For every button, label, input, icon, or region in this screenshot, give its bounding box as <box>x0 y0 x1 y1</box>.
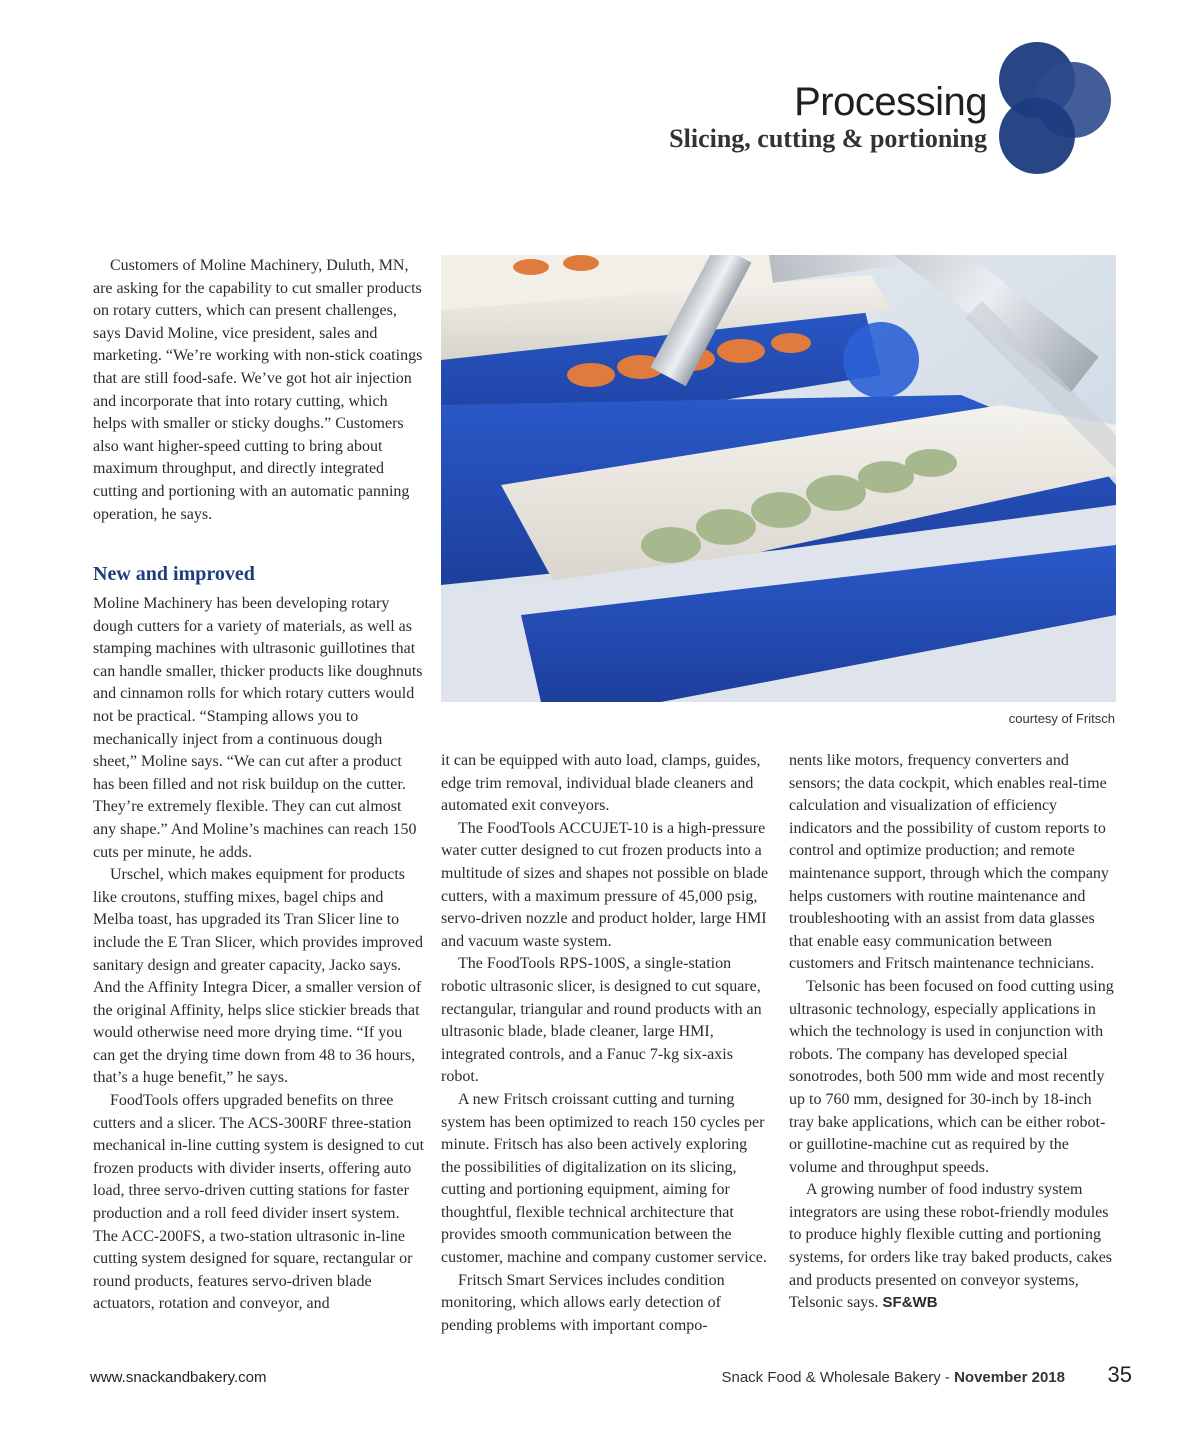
paragraph: Urschel, which makes equipment for products like croutons, stuffing mixes, bagel chips and Melba toast, has upgraded its Tran Slicer line to include the E Tran Slicer, which provides improved sanitary design and greater capacity, Jacko says. And the Affinity Integra Dicer, a smaller version of the original Affinity, helps slice stickier breads that would otherwise need more drying time. “If you can get the drying time down from 48 to 36 hours, that’s a huge benefit,” he says. <box>93 866 423 1087</box>
footer-separator: - <box>940 1369 955 1386</box>
section-title: Processing <box>794 80 987 124</box>
paragraph: The FoodTools ACCUJET-10 is a high-pressure water cutter designed to cut frozen products into a multitude of sizes and shapes not possible on blade cutters, with a maximum pressure of 45,000 psig, servo-driven nozzle and product holder, large HMI and vacuum waste system. <box>441 819 769 950</box>
footer-url[interactable]: www.snackandbakery.com <box>90 1369 267 1386</box>
column-1 <box>93 593 425 1316</box>
paragraph-text: A growing number of food industry system integrators are using these robot-friendly modules to produce highly flexible cutting and portioning systems, for orders like tray baked products, cakes and products presented on conveyor systems, Telsonic says. <box>789 1181 1113 1312</box>
paragraph <box>789 1179 1119 1315</box>
intro-column <box>93 255 425 526</box>
paragraph: nents like motors, frequency converters and sensors; the data cockpit, which enables real-time calculation and visualization of efficiency indicators and the possibility of custom reports to control and optimize production; and remote maintenance support, through which the company helps customers with routine maintenance and troubleshooting with an assist from data glasses that enable easy communication between customers and Fritsch maintenance technicians. <box>789 752 1109 973</box>
paragraph: Moline Machinery has been developing rotary dough cutters for a variety of materials, as well as stamping machines with ultrasonic guillotines that can handle smaller, thicker products like doughnuts and cinnamon rolls for which rotary cutters would not be practical. “Stamping allows you to mechanically inject from a continuous dough sheet,” Moline says. “We can cut after a product has been filled and not risk buildup on the cutter. They’re extremely flexible. They can cut almost any shape.” And Moline’s machines can reach 150 cuts per minute, he adds. <box>93 595 423 861</box>
column-2 <box>441 750 769 1337</box>
intro-paragraph: Customers of Moline Machinery, Duluth, MN, are asking for the capability to cut smaller products on rotary cutters, which can present challenges, says David Moline, vice president, sales and marketing. “We’re working with non-stick coatings that are still food-safe. We’ve got hot air injection and incorporate that into rotary cutting, which helps with smaller or sticky doughs.” Customers also want higher-speed cutting to bring about maximum throughput, and directly integrated cutting and portioning with an automatic panning operation, he says. <box>93 257 423 523</box>
subhead: New and improved <box>93 563 255 585</box>
footer-publication <box>721 1369 1065 1386</box>
paragraph: A new Fritsch croissant cutting and turning system has been optimized to reach 150 cycles per minute. Fritsch has also been actively exploring the possibilities of digitalization on its slicing, cutting and portioning equipment, aiming for thoughtful, flexible technical architecture that provides smooth communication between the customer, machine and company customer service. <box>441 1090 767 1267</box>
issue-date: November 2018 <box>954 1369 1065 1386</box>
paragraph: Fritsch Smart Services includes condition monitoring, which allows early detection of pending problems with important compo- <box>441 1271 725 1334</box>
photo-credit: courtesy of Fritsch <box>1008 711 1115 726</box>
paragraph: Telsonic has been focused on food cutting using ultrasonic technology, especially applications in which the technology is used in conjunction with robots. The company has developed special sonotrodes, both 500 mm wide and most recently up to 760 mm, designed for 30-inch by 18-inch tray bake applications, which can be either robot- or guillotine-machine cut as required by the volume and throughput speeds. <box>789 977 1114 1176</box>
page-number: 35 <box>1107 1362 1132 1387</box>
article-photo <box>441 255 1116 702</box>
column-3 <box>789 750 1119 1315</box>
logo-circle-bottom <box>999 98 1075 174</box>
paragraph: The FoodTools RPS-100S, a single-station robotic ultrasonic slicer, is designed to cut square, rectangular, triangular and round products with an ultrasonic blade, blade cleaner, large HMI, integrated controls, and a Fanuc 7-kg six-axis robot. <box>441 955 762 1086</box>
paragraph: it can be equipped with auto load, clamps, guides, edge trim removal, individual blade cleaners and automated exit conveyors. <box>441 752 761 815</box>
section-logo-circles <box>995 38 1115 178</box>
section-subtitle: Slicing, cutting & portioning <box>669 124 987 153</box>
paragraph: FoodTools offers upgraded benefits on three cutters and a slicer. The ACS-300RF three-station mechanical in-line cutting system is designed to cut frozen products with divider inserts, offering auto load, three servo-driven cutting stations for faster production and a roll feed divider insert system. The ACC-200FS, a two-station ultrasonic in-line cutting system designed for square, rectangular or round products, features servo-driven blade actuators, rotation and conveyor, and <box>93 1092 425 1313</box>
signoff: SF&WB <box>882 1294 938 1312</box>
publication-name: Snack Food & Wholesale Bakery <box>721 1369 941 1386</box>
